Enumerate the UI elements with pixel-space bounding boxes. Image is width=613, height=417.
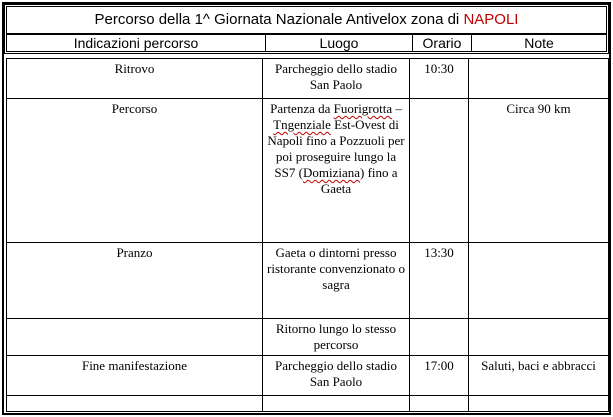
header-luogo: Luogo [319, 35, 359, 51]
header-orario: Orario [422, 35, 462, 51]
table-row [7, 356, 609, 396]
itinerary-table [6, 58, 609, 412]
luogo-text: Est-Ovest di Napoli fino a Pozzuoli per poi proseguire lungo la SS7 ( [267, 117, 405, 180]
cell-note [469, 59, 609, 99]
cell-indicazione: Percorso [7, 99, 263, 243]
cell-orario [410, 99, 469, 243]
cell-indicazione [7, 396, 263, 412]
cell-note [469, 396, 609, 412]
luogo-text-spellcheck: Tngenziale [273, 117, 331, 132]
cell-orario [410, 319, 469, 356]
page-title [7, 11, 606, 28]
cell-orario: 17:00 [410, 356, 469, 396]
luogo-text: ) fino a Gaeta [320, 165, 398, 196]
title-city: NAPOLI [463, 11, 519, 28]
cell-indicazione: Pranzo [7, 243, 263, 319]
cell-note: Circa 90 km [469, 99, 609, 243]
luogo-text-spellcheck: Domiziana [302, 165, 361, 180]
luogo-text: – [392, 101, 402, 116]
cell-orario: 10:30 [410, 59, 469, 99]
cell-indicazione: Fine manifestazione [7, 356, 263, 396]
header-indicazioni: Indicazioni percorso [73, 35, 199, 51]
cell-note [469, 243, 609, 319]
cell-luogo: Parcheggio dello stadio San Paolo [263, 356, 410, 396]
cell-luogo [263, 99, 410, 243]
title-text: Percorso della 1^ Giornata Nazionale Antivelox zona di [94, 11, 464, 28]
cell-note: Saluti, baci e abbracci [469, 356, 609, 396]
table-row [7, 396, 609, 412]
cell-indicazione [7, 319, 263, 356]
cell-indicazione: Ritrovo [7, 59, 263, 99]
cell-luogo: Ritorno lungo lo stesso percorso [263, 319, 410, 356]
cell-luogo: Gaeta o dintorni presso ristorante convenzionato o sagra [263, 243, 410, 319]
cell-orario [410, 396, 469, 412]
table-row [7, 319, 609, 356]
cell-orario: 13:30 [410, 243, 469, 319]
table-row [7, 99, 609, 243]
cell-luogo: Parcheggio dello stadio San Paolo [263, 59, 410, 99]
cell-luogo [263, 396, 410, 412]
luogo-text: Partenza da [270, 101, 334, 116]
table-row [7, 59, 609, 99]
cell-note [469, 319, 609, 356]
luogo-text-spellcheck: Fuorigrotta [333, 101, 393, 116]
table-row [7, 243, 609, 319]
title-box [4, 4, 609, 54]
header-note: Note [524, 35, 554, 51]
